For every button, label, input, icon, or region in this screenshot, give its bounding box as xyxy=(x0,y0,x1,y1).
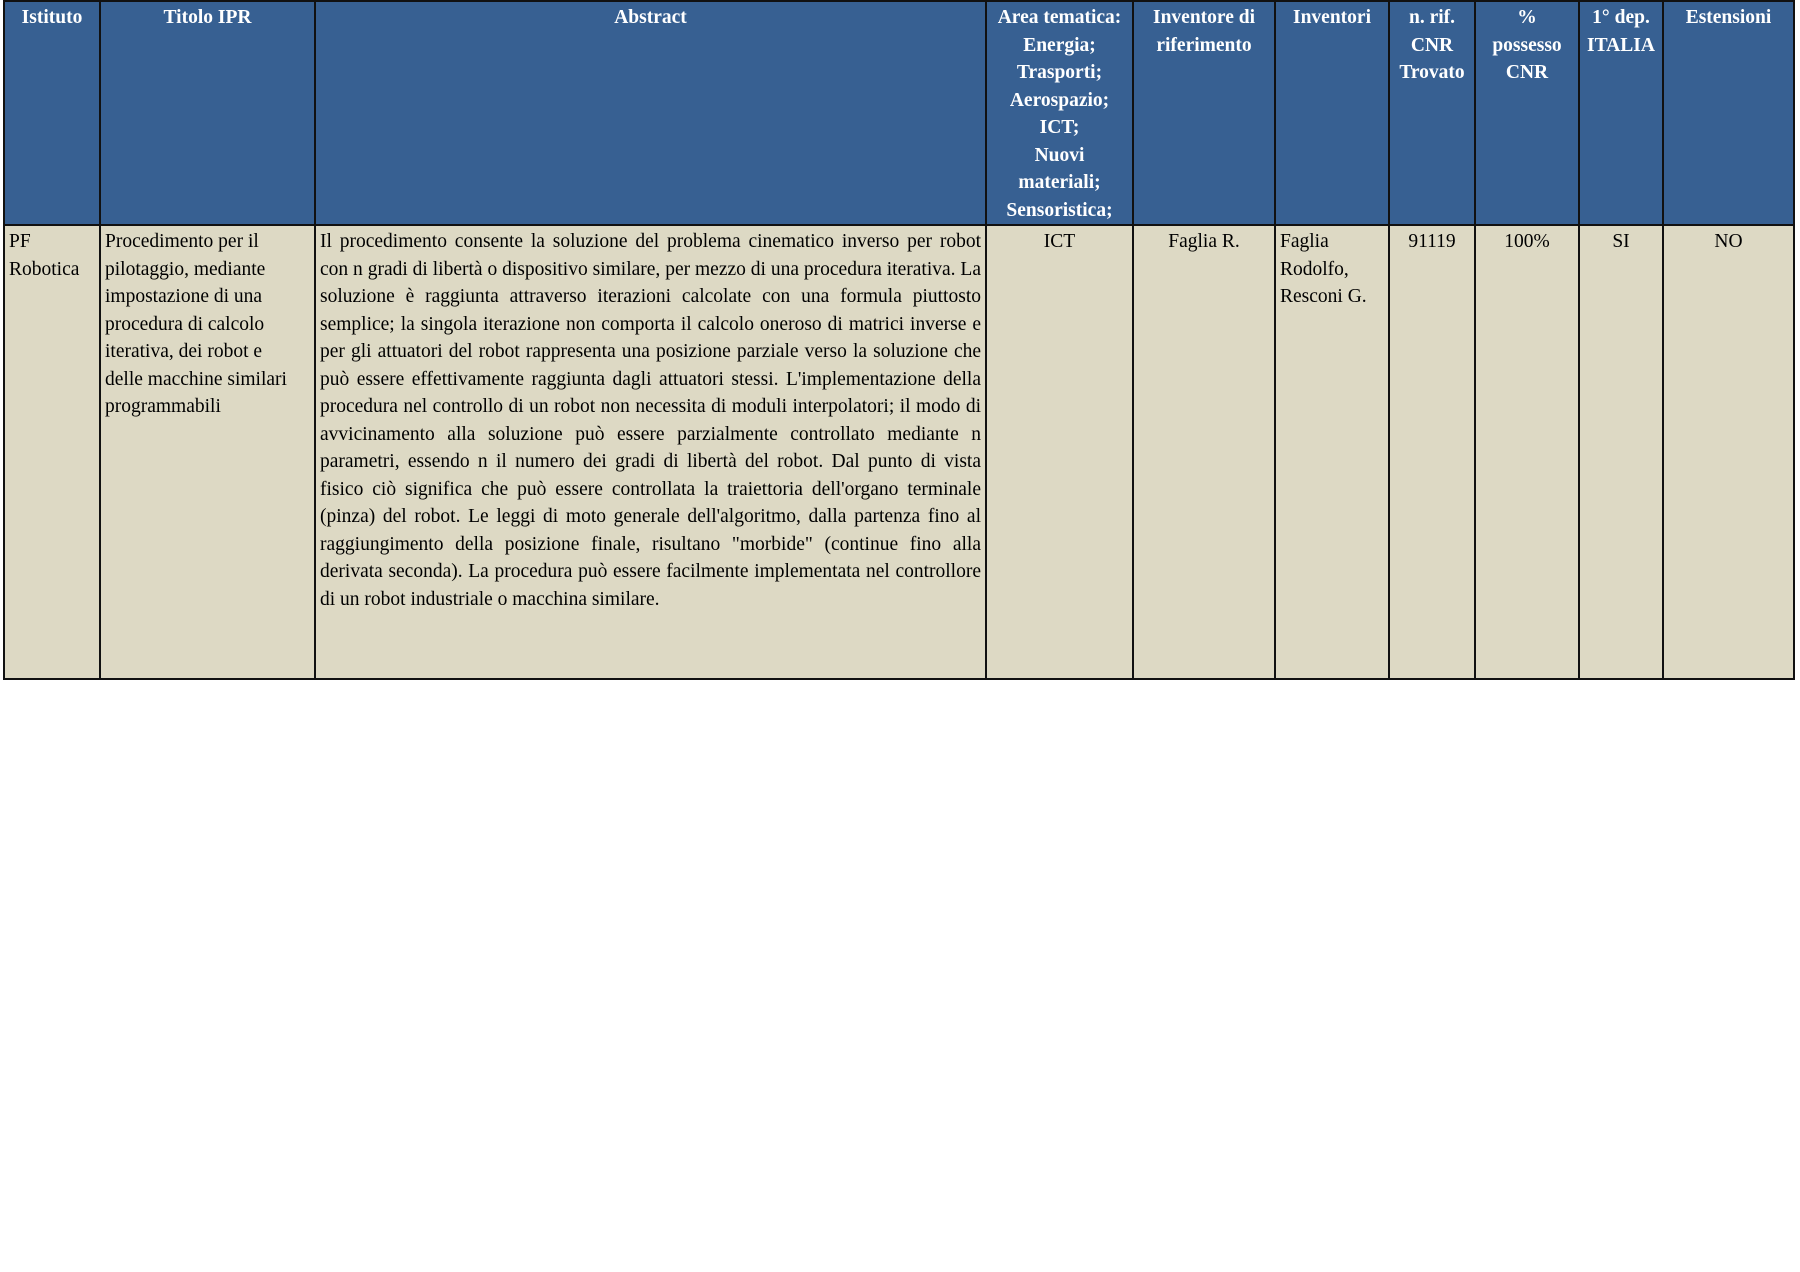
cell-inventore-riferimento: Faglia R. xyxy=(1133,225,1275,679)
header-line: Inventore di xyxy=(1152,7,1256,28)
cell-primo-deposito-italia: SI xyxy=(1579,225,1663,679)
header-line: Titolo IPR xyxy=(163,7,252,28)
cell-line: impostazione di una xyxy=(105,286,263,307)
header-line: Nuovi xyxy=(1034,144,1085,166)
header-line: CNR xyxy=(1410,34,1454,56)
header-line: ITALIA xyxy=(1587,34,1655,56)
cell-line: delle macchine similari xyxy=(105,368,287,390)
header-line: ICT; xyxy=(1039,117,1080,138)
cell-line: Rodolfo, xyxy=(1280,258,1349,280)
cell-abstract: Il procedimento consente la soluzione del problema cinematico inverso per robot con n gradi di libertà o dispositivo similare, per mezzo di una procedura iterativa. La soluzione è raggiunta attraverso iterazioni calcolate con una formula piuttosto semplice; la singola iterazione non comporta il calcolo oneroso di matrici inverse e per gli attuatori del robot rappresenta una posizione parziale verso la soluzione che può essere effettivamente raggiunta dagli attuatori stessi. L'implementazione della procedura nel controllo di un robot non necessita di moduli interpolatori; il modo di avvicinamento alla soluzione può essere parzialmente controllato mediante n parametri, essendo n il numero dei gradi di libertà del robot. Dal punto di vista fisico ciò significa che può essere controllata la traiettoria dell'organo terminale (pinza) del robot. Le leggi di moto generale dell'algoritmo, dalla partenza fino al raggiungimento della posizione finale, risultano "morbide" (continue fino alla derivata seconda). La procedura può essere facilmente implementata nel controllore di un robot industriale o macchina similare. xyxy=(315,225,986,679)
header-abstract xyxy=(315,1,986,225)
cell-line: pilotaggio, mediante xyxy=(105,258,266,280)
cell-inventori xyxy=(1275,225,1389,679)
header-line: 1° dep. xyxy=(1592,7,1650,28)
header-possesso-cnr xyxy=(1475,1,1579,225)
header-line: Inventori xyxy=(1293,7,1371,28)
header-line: Energia; xyxy=(1023,34,1096,56)
header-line: Trasporti; xyxy=(1016,62,1103,83)
cell-istituto xyxy=(4,225,100,679)
cell-area-tematica: ICT xyxy=(986,225,1133,679)
header-line: CNR xyxy=(1505,62,1549,83)
header-line: riferimento xyxy=(1156,34,1252,56)
cell-line: programmabili xyxy=(105,396,221,417)
header-line: Abstract xyxy=(614,7,687,28)
cell-line: Procedimento per il xyxy=(105,231,259,252)
cell-estensioni: NO xyxy=(1663,225,1794,679)
header-inventori xyxy=(1275,1,1389,225)
header-primo-deposito-italia xyxy=(1579,1,1663,225)
header-line: Sensoristica; xyxy=(1006,199,1113,221)
header-line: Aerospazio; xyxy=(1009,89,1110,111)
cell-line: Faglia xyxy=(1280,231,1329,252)
header-line: Area tematica: xyxy=(997,7,1122,28)
header-istituto xyxy=(4,1,100,225)
header-line: Estensioni xyxy=(1685,7,1772,28)
header-titolo-ipr xyxy=(100,1,315,225)
cell-line: procedura di calcolo xyxy=(105,313,265,335)
cell-possesso-cnr: 100% xyxy=(1475,225,1579,679)
cell-line: Resconi G. xyxy=(1280,286,1367,307)
ipr-table xyxy=(3,0,1795,680)
header-line: Istituto xyxy=(21,7,83,28)
header-estensioni xyxy=(1663,1,1794,225)
cell-titolo-ipr xyxy=(100,225,315,679)
header-line: Trovato xyxy=(1399,62,1465,83)
header-line: n. rif. xyxy=(1408,7,1456,28)
header-area-tematica xyxy=(986,1,1133,225)
header-line: possesso xyxy=(1492,34,1562,56)
header-line: % xyxy=(1517,7,1537,28)
cell-line: Robotica xyxy=(9,258,80,280)
table-row xyxy=(4,225,1794,679)
cell-line: PF xyxy=(9,231,31,252)
header-n-rif-cnr xyxy=(1389,1,1475,225)
header-row xyxy=(4,1,1794,225)
cell-n-rif-cnr: 91119 xyxy=(1389,225,1475,679)
header-line: materiali; xyxy=(1018,172,1101,193)
cell-line: iterativa, dei robot e xyxy=(105,341,263,362)
header-inventore-riferimento xyxy=(1133,1,1275,225)
